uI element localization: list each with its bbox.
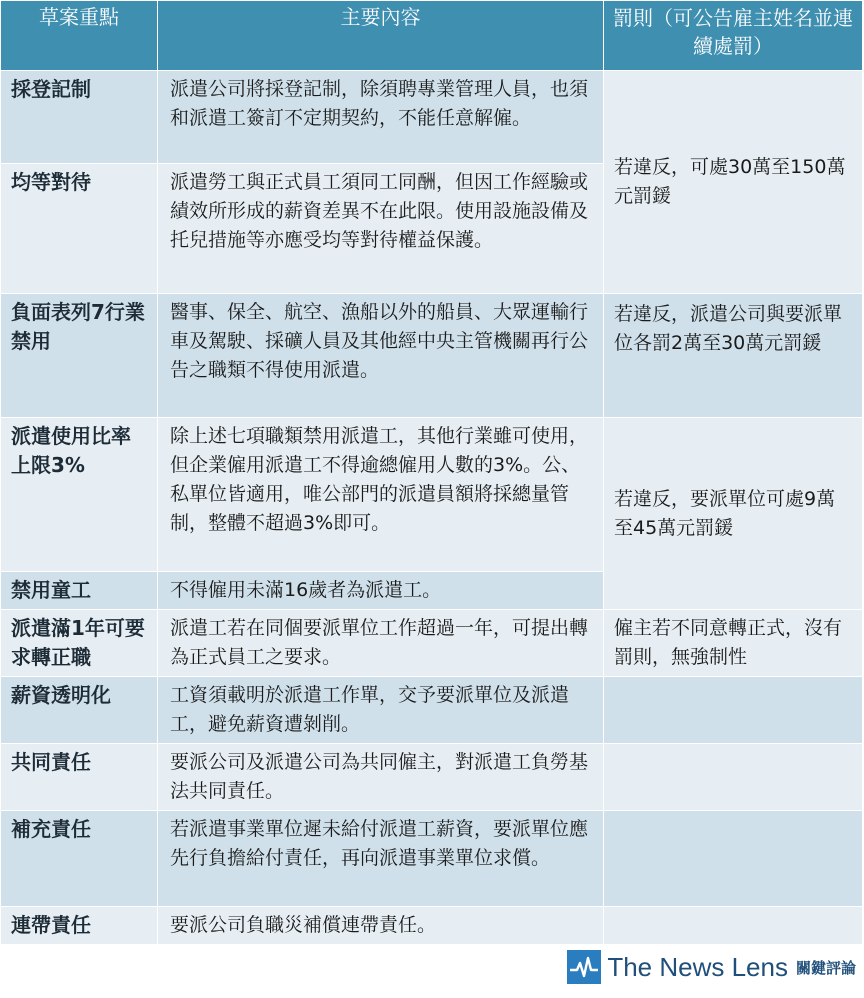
table-row xyxy=(1,907,863,945)
penalty-cell-empty xyxy=(604,744,863,811)
row-content: 除上述七項職類禁用派遣工，其他行業雖可使用，但企業僱用派遣工不得逾總僱用人數的3%。公、私單位皆適用，唯公部門的派遣員額將採總量管制，整體不超過3%即可。 xyxy=(158,418,604,572)
penalty-cell: 若違反，派遣公司與要派單位各罰2萬至30萬元罰鍰 xyxy=(604,294,863,418)
row-topic: 補充責任 xyxy=(1,811,158,907)
pulse-icon xyxy=(567,950,601,984)
penalty-cell: 若違反，要派單位可處9萬至45萬元罰鍰 xyxy=(604,418,863,610)
table-row xyxy=(1,418,863,572)
row-content: 要派公司及派遣公司為共同僱主，對派遣工負勞基法共同責任。 xyxy=(158,744,604,811)
header-penalty: 罰則（可公告雇主姓名並連續處罰） xyxy=(604,1,863,71)
row-topic: 均等對待 xyxy=(1,164,158,294)
row-topic: 共同責任 xyxy=(1,744,158,811)
header-row xyxy=(1,1,863,71)
row-content: 醫事、保全、航空、漁船以外的船員、大眾運輸行車及駕駛、採礦人員及其他經中央主管機關再行公告之職類不得使用派遣。 xyxy=(158,294,604,418)
brand-logo xyxy=(567,950,856,984)
row-content: 要派公司負職災補償連帶責任。 xyxy=(158,907,604,945)
row-topic: 負面表列7行業禁用 xyxy=(1,294,158,418)
row-content: 工資須載明於派遣工作單，交予要派單位及派遣工，避免薪資遭剝削。 xyxy=(158,677,604,744)
table-row xyxy=(1,744,863,811)
penalty-cell: 僱主若不同意轉正式，沒有罰則，無強制性 xyxy=(604,610,863,677)
table-row xyxy=(1,610,863,677)
row-topic: 禁用童工 xyxy=(1,572,158,610)
header-topic: 草案重點 xyxy=(1,1,158,71)
brand-name: The News Lens xyxy=(607,951,788,982)
row-topic: 派遣使用比率上限3% xyxy=(1,418,158,572)
row-topic: 薪資透明化 xyxy=(1,677,158,744)
row-topic: 採登記制 xyxy=(1,71,158,164)
penalty-cell-empty xyxy=(604,811,863,907)
row-topic: 連帶責任 xyxy=(1,907,158,945)
table-row xyxy=(1,811,863,907)
row-content: 派遣工若在同個要派單位工作超過一年，可提出轉為正式員工之要求。 xyxy=(158,610,604,677)
penalty-cell-empty xyxy=(604,907,863,945)
table-row xyxy=(1,294,863,418)
brand-name-zh: 關鍵評論 xyxy=(795,958,856,977)
header-content: 主要內容 xyxy=(158,1,604,71)
penalty-cell: 若違反，可處30萬至150萬元罰鍰 xyxy=(604,71,863,294)
penalty-cell-empty xyxy=(604,677,863,744)
row-content: 派遣勞工與正式員工須同工同酬，但因工作經驗或績效所形成的薪資差異不在此限。使用設施設備及托兒措施等亦應受均等對待權益保護。 xyxy=(158,164,604,294)
row-topic: 派遣滿1年可要求轉正職 xyxy=(1,610,158,677)
row-content: 若派遣事業單位遲未給付派遣工薪資，要派單位應先行負擔給付責任，再向派遣事業單位求償。 xyxy=(158,811,604,907)
row-content: 派遣公司將採登記制，除須聘專業管理人員，也須和派遣工簽訂不定期契約，不能任意解僱。 xyxy=(158,71,604,164)
table-row xyxy=(1,71,863,164)
row-content: 不得僱用未滿16歲者為派遣工。 xyxy=(158,572,604,610)
table-row xyxy=(1,677,863,744)
